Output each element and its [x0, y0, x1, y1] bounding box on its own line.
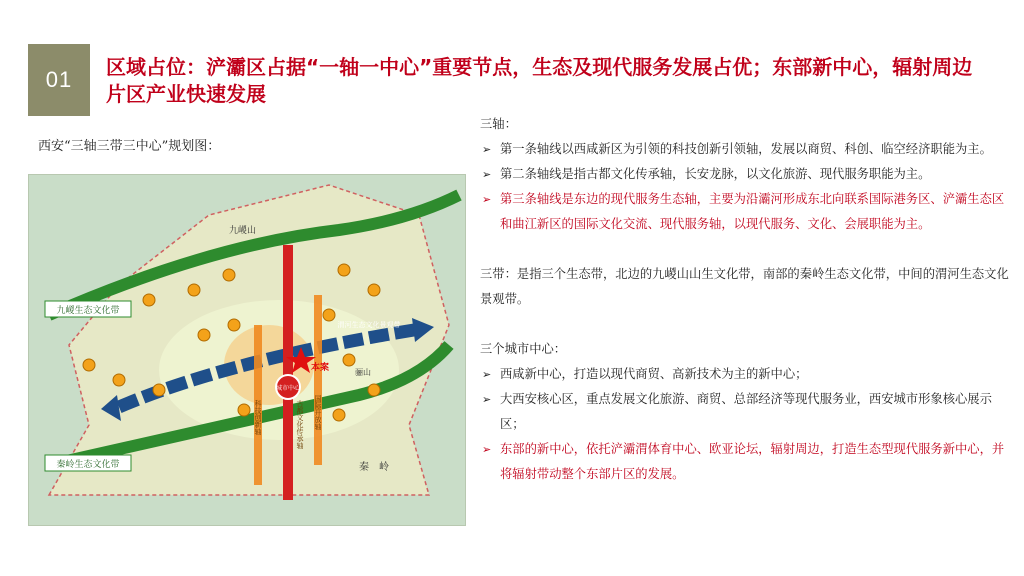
- center-item: ➢ 西咸新中心，打造以现代商贸、高新技术为主的新中心；: [480, 362, 1010, 387]
- jiuzong-band-label: 九嵕生态文化带: [56, 306, 120, 316]
- planning-map-graphic: [29, 175, 465, 525]
- planning-map: [28, 174, 466, 526]
- weihe-band-label: 渭河生态文化景观带: [337, 321, 401, 329]
- qinling-band-label: 秦岭生态文化带: [56, 460, 120, 470]
- axis-intl-line: [314, 295, 322, 465]
- axis-tech-label: 科技创新轴: [254, 400, 262, 435]
- description-panel: [480, 112, 1010, 487]
- map-caption: 西安“三轴三带三中心”规划图：: [38, 139, 221, 154]
- center-item-highlight: ➢ 东部的新中心，依托浐灞渭体育中心、欧亚论坛，辐射周边，打造生态型现代服务新中心，并将辐射带动整个东部片区的发展。: [480, 437, 1010, 487]
- axis-culture-label: 古都文化传承轴: [296, 400, 304, 449]
- axis-item: ➢ 第一条轴线以西咸新区为引领的科技创新引领轴，发展以商贸、科创、临空经济职能为主。: [480, 137, 1010, 162]
- axis-culture-line: [283, 245, 293, 500]
- qinling-label: 秦 岭: [359, 462, 389, 473]
- axes-heading: 三轴：: [480, 117, 517, 131]
- section-number-badge: 01: [28, 44, 90, 116]
- project-label: 本案: [311, 363, 330, 373]
- center-item: ➢ 大西安核心区，重点发展文化旅游、商贸、总部经济等现代服务业，西安城市形象核心展示区；: [480, 387, 1010, 437]
- centers-heading: 三个城市中心：: [480, 342, 567, 356]
- axis-intl-label: 国际开放轴: [314, 395, 322, 430]
- bands-text: 三带：是指三个生态带，北边的九嵕山山生文化带，南部的秦岭生态文化带，中间的渭河生态文化景观带。: [480, 267, 1009, 306]
- city-center-label: 城市中心: [275, 385, 301, 392]
- axis-item: ➢ 第二条轴线是指古都文化传承轴，长安龙脉，以文化旅游、现代服务职能为主。: [480, 162, 1010, 187]
- jiuzong-mountain-label: 九嵕山: [229, 226, 257, 236]
- page-title: 区域占位：浐灞区占据“一轴一中心”重要节点，生态及现代服务发展占优；东部新中心，辐射周边片区产业快速发展: [106, 55, 973, 106]
- axis-item-highlight: ➢ 第三条轴线是东边的现代服务生态轴，主要为沿灞河形成东北向联系国际港务区、浐灞生态区和曲江新区的国际文化交流、现代服务轴，以现代服务、文化、会展职能为主。: [480, 187, 1010, 237]
- lishan-label: 骊山: [355, 368, 371, 377]
